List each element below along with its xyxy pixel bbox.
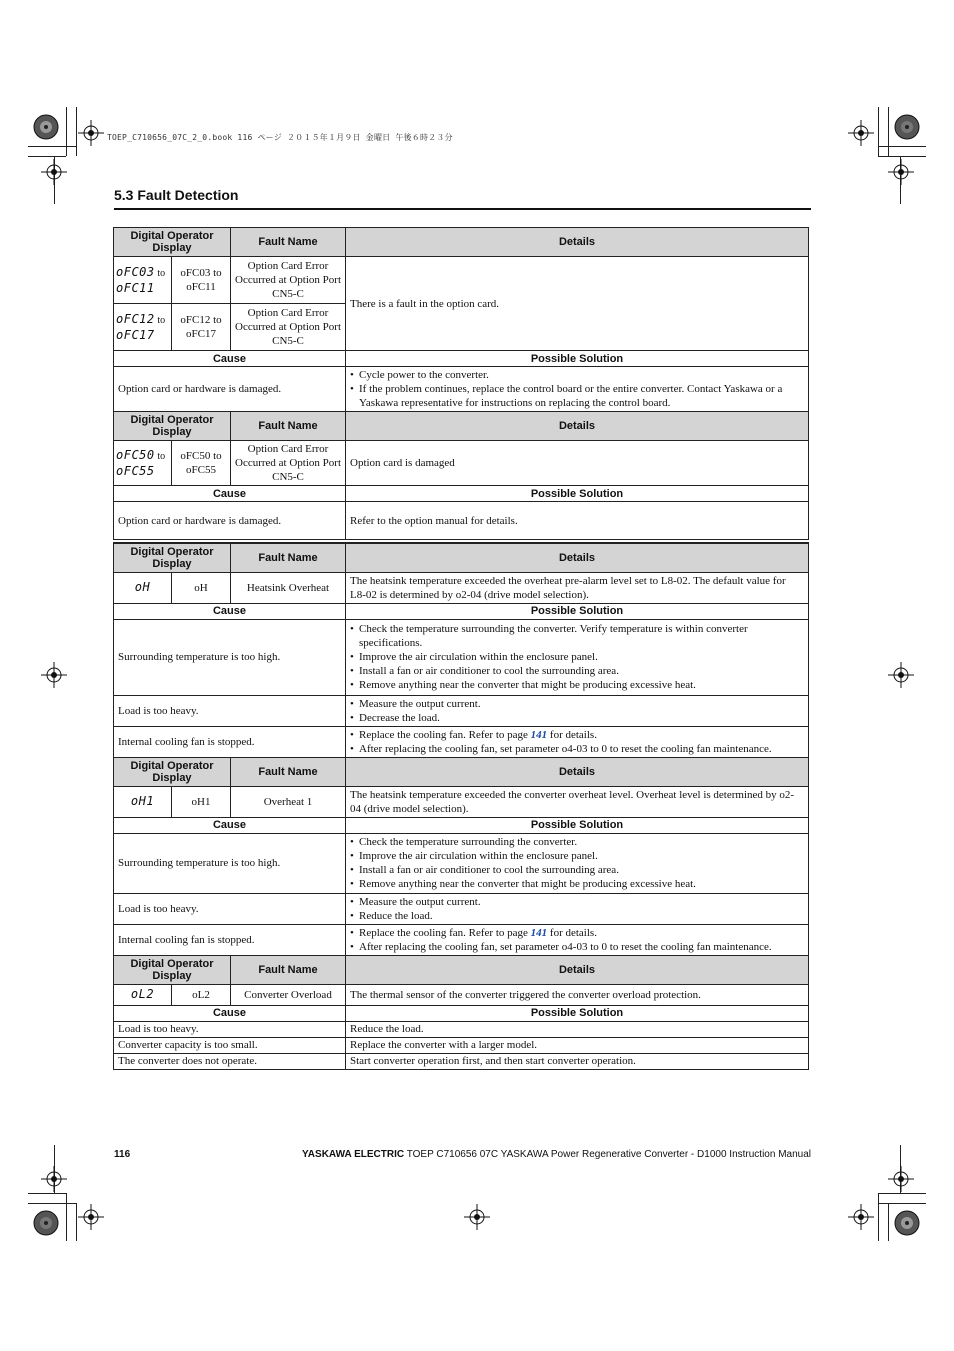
header-details: Details xyxy=(346,757,809,786)
operator-display: oFC50 to oFC55 xyxy=(114,441,172,486)
cause-text: Surrounding temperature is too high. xyxy=(114,833,346,893)
header-digital-operator-display: Digital Operator Display xyxy=(114,955,231,984)
cause-text: Option card or hardware is damaged. xyxy=(114,367,346,412)
fault-code: oFC12 to oFC17 xyxy=(172,304,231,351)
solution-item: • Measure the output current. xyxy=(350,895,804,909)
solution-list xyxy=(346,367,809,412)
header-digital-operator-display: Digital Operator Display xyxy=(114,543,231,572)
solution-item: • Check the temperature surrounding the converter. Verify temperature is within converter specifications. xyxy=(350,622,804,650)
header-fault-name: Fault Name xyxy=(231,543,346,572)
subheader-possible-solution: Possible Solution xyxy=(346,603,809,619)
solution-item: • Replace the cooling fan. Refer to page 141 for details. xyxy=(350,926,804,940)
color-target-icon xyxy=(894,114,920,140)
subheader-possible-solution: Possible Solution xyxy=(346,351,809,367)
page-number: 116 xyxy=(114,1149,131,1160)
fault-name: Converter Overload xyxy=(231,984,346,1005)
cause-text: Converter capacity is too small. xyxy=(114,1037,346,1053)
color-target-icon xyxy=(894,1210,920,1236)
operator-display: oL2 xyxy=(114,984,172,1005)
header-digital-operator-display: Digital Operator Display xyxy=(114,412,231,441)
fault-name: Overheat 1 xyxy=(231,786,346,817)
solution-item: • After replacing the cooling fan, set parameter o4-03 to 0 to reset the cooling fan maintenance. xyxy=(350,940,804,954)
header-fault-name: Fault Name xyxy=(231,757,346,786)
cause-text: Load is too heavy. xyxy=(114,1021,346,1037)
solution-list xyxy=(346,833,809,893)
header-fault-name: Fault Name xyxy=(231,412,346,441)
header-details: Details xyxy=(346,412,809,441)
solution-list xyxy=(346,726,809,757)
solution-text: Refer to the option manual for details. xyxy=(346,502,809,540)
cause-text: Option card or hardware is damaged. xyxy=(114,502,346,540)
registration-mark-icon xyxy=(41,662,67,688)
solution-text: Replace the converter with a larger model. xyxy=(346,1037,809,1053)
registration-mark-icon xyxy=(848,120,874,146)
subheader-cause: Cause xyxy=(114,603,346,619)
header-details: Details xyxy=(346,228,809,257)
fault-code: oFC50 to oFC55 xyxy=(172,441,231,486)
subheader-cause: Cause xyxy=(114,1005,346,1021)
solution-item: • Improve the air circulation within the enclosure panel. xyxy=(350,849,804,863)
fault-details: The heatsink temperature exceeded the overheat pre-alarm level set to L8-02. The default value for L8-02 is determined by o2-04 (drive model selection). xyxy=(346,572,809,603)
registration-mark-icon xyxy=(888,159,914,185)
footer-title xyxy=(302,1149,811,1160)
solution-item: • Install a fan or air conditioner to cool the surrounding area. xyxy=(350,863,804,877)
registration-mark-icon xyxy=(848,1204,874,1230)
solution-list xyxy=(346,924,809,955)
subheader-cause: Cause xyxy=(114,817,346,833)
header-fault-name: Fault Name xyxy=(231,955,346,984)
page-link[interactable]: 141 xyxy=(530,926,548,939)
footer-brand: YASKAWA ELECTRIC xyxy=(302,1149,405,1160)
page-link[interactable]: 141 xyxy=(530,728,548,741)
header-digital-operator-display: Digital Operator Display xyxy=(114,228,231,257)
print-info: TOEP_C710656_07C_2_0.book 116 ページ ２０１５年１月９日 金曜日 午後６時２３分 xyxy=(107,133,453,142)
solution-item: • Reduce the load. xyxy=(350,909,804,923)
fault-name: Heatsink Overheat xyxy=(231,572,346,603)
fault-table-ofc xyxy=(113,227,809,540)
solution-item: • Measure the output current. xyxy=(350,697,804,711)
operator-display: oH1 xyxy=(114,786,172,817)
cause-text: The converter does not operate. xyxy=(114,1053,346,1069)
subheader-possible-solution: Possible Solution xyxy=(346,1005,809,1021)
fault-code: oH xyxy=(172,572,231,603)
cause-text: Load is too heavy. xyxy=(114,695,346,726)
solution-item: • Cycle power to the converter. xyxy=(350,368,804,382)
fault-code: oFC03 to oFC11 xyxy=(172,257,231,304)
color-target-icon xyxy=(33,1210,59,1236)
solution-text: Start converter operation first, and then start converter operation. xyxy=(346,1053,809,1069)
fault-details: The heatsink temperature exceeded the converter overheat level. Overheat level is determined by o2-04 (drive model selection). xyxy=(346,786,809,817)
registration-mark-icon xyxy=(464,1204,490,1230)
header-details: Details xyxy=(346,543,809,572)
subheader-cause: Cause xyxy=(114,351,346,367)
subheader-possible-solution: Possible Solution xyxy=(346,486,809,502)
solution-item: • Install a fan or air conditioner to cool the surrounding area. xyxy=(350,664,804,678)
solution-item: • Decrease the load. xyxy=(350,711,804,725)
solution-item: • Replace the cooling fan. Refer to page 141 for details. xyxy=(350,728,804,742)
fault-code: oH1 xyxy=(172,786,231,817)
solution-item: • After replacing the cooling fan, set parameter o4-03 to 0 to reset the cooling fan maintenance. xyxy=(350,742,804,756)
registration-mark-icon xyxy=(41,1166,67,1192)
solution-item: • Check the temperature surrounding the converter. xyxy=(350,835,804,849)
cause-text: Surrounding temperature is too high. xyxy=(114,619,346,695)
registration-mark-icon xyxy=(78,1204,104,1230)
solution-item: • Remove anything near the converter that might be producing excessive heat. xyxy=(350,877,804,891)
operator-display: oH xyxy=(114,572,172,603)
subheader-cause: Cause xyxy=(114,486,346,502)
fault-details: Option card is damaged xyxy=(346,441,809,486)
fault-code: oL2 xyxy=(172,984,231,1005)
section-title: 5.3 Fault Detection xyxy=(114,187,239,203)
solution-item: • Remove anything near the converter that might be producing excessive heat. xyxy=(350,678,804,692)
footer-manual-title: TOEP C710656 07C YASKAWA Power Regenerative Converter - D1000 Instruction Manual xyxy=(404,1149,811,1160)
registration-mark-icon xyxy=(41,159,67,185)
fault-details: The thermal sensor of the converter triggered the converter overload protection. xyxy=(346,984,809,1005)
section-rule xyxy=(114,208,811,210)
header-fault-name: Fault Name xyxy=(231,228,346,257)
solution-list xyxy=(346,619,809,695)
solution-text: Reduce the load. xyxy=(346,1021,809,1037)
registration-mark-icon xyxy=(888,1166,914,1192)
solution-list xyxy=(346,893,809,924)
subheader-possible-solution: Possible Solution xyxy=(346,817,809,833)
fault-name: Option Card Error Occurred at Option Port CN5-C xyxy=(231,441,346,486)
solution-item: • Improve the air circulation within the enclosure panel. xyxy=(350,650,804,664)
fault-table-oh xyxy=(113,542,809,1070)
color-target-icon xyxy=(33,114,59,140)
cause-text: Internal cooling fan is stopped. xyxy=(114,924,346,955)
registration-mark-icon xyxy=(888,662,914,688)
header-details: Details xyxy=(346,955,809,984)
solution-list xyxy=(346,695,809,726)
cause-text: Internal cooling fan is stopped. xyxy=(114,726,346,757)
fault-name: Option Card Error Occurred at Option Port CN5-C xyxy=(231,304,346,351)
operator-display: oFC03 to oFC11 xyxy=(114,257,172,304)
cause-text: Load is too heavy. xyxy=(114,893,346,924)
fault-details: There is a fault in the option card. xyxy=(346,257,809,351)
operator-display: oFC12 to oFC17 xyxy=(114,304,172,351)
fault-name: Option Card Error Occurred at Option Port CN5-C xyxy=(231,257,346,304)
header-digital-operator-display: Digital Operator Display xyxy=(114,757,231,786)
solution-item: • If the problem continues, replace the control board or the entire converter. Contact Yaskawa or a Yaskawa representative for instructions on replacing the control board. xyxy=(350,382,804,410)
registration-mark-icon xyxy=(78,120,104,146)
